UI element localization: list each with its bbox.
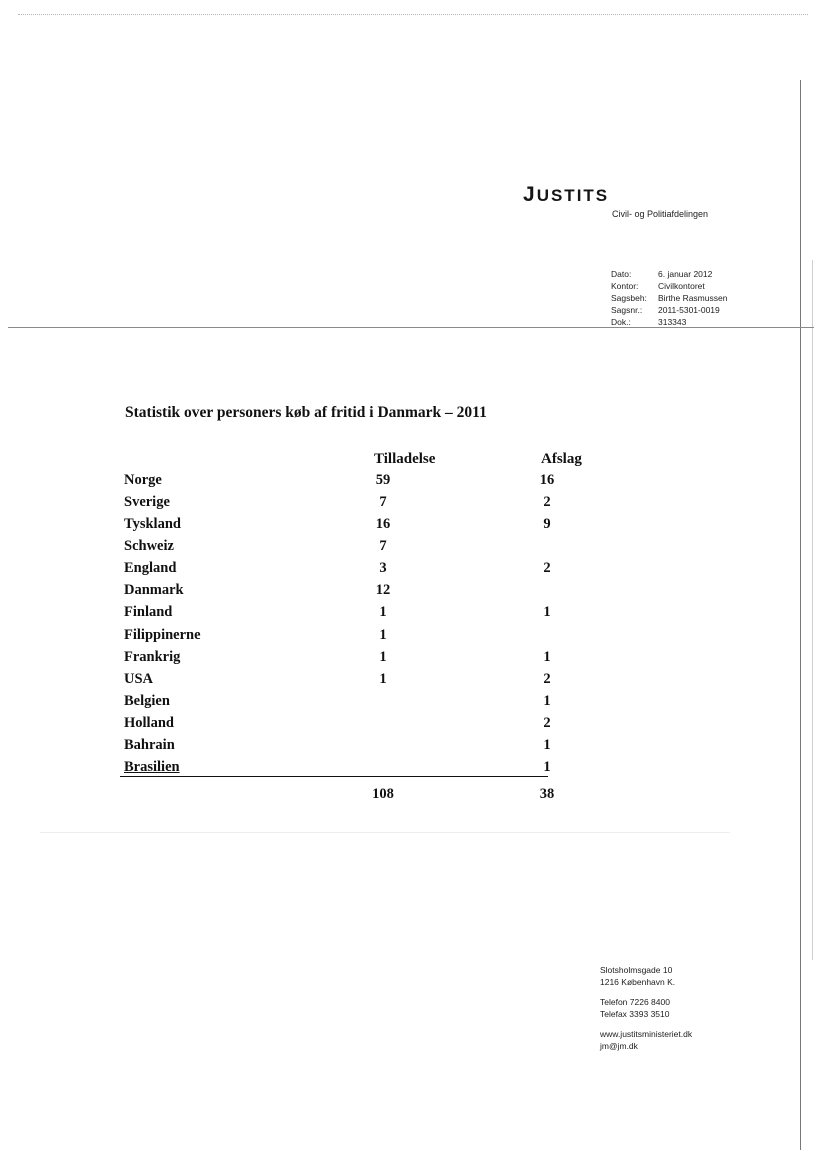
country-name: USA xyxy=(124,671,154,687)
permits-value: 59 xyxy=(375,472,391,488)
meta-value: 313343 xyxy=(658,317,687,327)
country-name: Brasilien xyxy=(124,759,180,775)
total-refusals: 38 xyxy=(539,786,555,802)
country-name: Belgien xyxy=(124,693,170,709)
meta-row-document xyxy=(611,316,727,328)
table-row xyxy=(120,715,580,737)
permits-value: 1 xyxy=(379,671,387,687)
country-name: Filippinerne xyxy=(124,627,201,643)
address-city: 1216 København K. xyxy=(600,976,676,987)
country-name: Schweiz xyxy=(124,538,174,554)
meta-label: Sagsnr.: xyxy=(611,305,643,315)
country-name: Norge xyxy=(124,472,162,488)
table-row xyxy=(120,604,580,626)
meta-value: 6. januar 2012 xyxy=(658,269,713,279)
permits-value: 1 xyxy=(379,627,387,643)
email-link[interactable]: jm@jm.dk xyxy=(600,1040,638,1051)
meta-label: Sagsbeh: xyxy=(611,293,647,303)
table-row xyxy=(120,649,580,671)
permits-value: 7 xyxy=(379,494,387,510)
meta-label: Dato: xyxy=(611,269,632,279)
permits-value: 1 xyxy=(379,649,387,665)
total-rule xyxy=(120,776,548,777)
country-name: Bahrain xyxy=(124,737,175,753)
meta-row-office xyxy=(611,280,727,292)
ministry-address xyxy=(600,965,692,1052)
refusals-value: 1 xyxy=(543,759,551,775)
refusals-value: 2 xyxy=(543,715,551,731)
fax-number: Telefax 3393 3510 xyxy=(600,1008,670,1019)
scan-artifact-right-edge-faint xyxy=(812,260,813,960)
meta-label: Dok.: xyxy=(611,317,631,327)
table-row xyxy=(120,538,580,560)
meta-value: Birthe Rasmussen xyxy=(658,293,728,303)
department-name: Civil- og Politiafdelingen xyxy=(612,209,709,219)
phone-number: Telefon 7226 8400 xyxy=(600,997,670,1007)
meta-label: Kontor: xyxy=(611,281,639,291)
permits-value: 12 xyxy=(375,582,391,598)
table-row xyxy=(120,494,580,516)
scan-artifact-faint-line xyxy=(40,832,730,833)
permits-value: 16 xyxy=(375,516,391,532)
refusals-value: 2 xyxy=(543,671,551,687)
permits-value: 1 xyxy=(379,604,387,620)
refusals-value: 9 xyxy=(543,516,551,532)
meta-row-date xyxy=(611,268,727,280)
total-permits: 108 xyxy=(372,786,394,802)
scan-artifact-right-edge xyxy=(800,80,801,1150)
table-row xyxy=(120,582,580,604)
country-name: Tyskland xyxy=(124,516,181,532)
table-row xyxy=(120,472,580,494)
column-header-permits: Tilladelse xyxy=(374,451,436,467)
document-title: Statistik over personers køb af fritid i Danmark – 2011 xyxy=(125,404,487,421)
table-row xyxy=(120,516,580,538)
meta-row-caseworker xyxy=(611,292,727,304)
country-name: Frankrig xyxy=(124,649,181,665)
country-name: Sverige xyxy=(124,494,170,510)
table-row xyxy=(120,671,580,693)
table-row xyxy=(120,737,580,759)
refusals-value: 1 xyxy=(543,737,551,753)
table-row xyxy=(120,627,580,649)
country-name: Danmark xyxy=(124,582,184,598)
address-street: Slotsholmsgade 10 xyxy=(600,965,673,975)
refusals-value: 16 xyxy=(539,472,555,488)
country-name: Finland xyxy=(124,604,173,620)
refusals-value: 1 xyxy=(543,649,551,665)
totals-row xyxy=(120,786,580,808)
refusals-value: 1 xyxy=(543,604,551,620)
table-row xyxy=(120,693,580,715)
refusals-value: 2 xyxy=(543,560,551,576)
logo-initial: J xyxy=(523,183,537,206)
website-link[interactable]: www.justitsministeriet.dk xyxy=(600,1029,693,1039)
ministry-logo xyxy=(523,183,609,207)
logo-word: USTITS xyxy=(536,186,610,205)
meta-row-case-number xyxy=(611,304,727,316)
permits-value: 3 xyxy=(379,560,387,576)
column-header-refusals: Afslag xyxy=(541,451,582,467)
country-name: Holland xyxy=(124,715,174,731)
meta-value: 2011-5301-0019 xyxy=(658,305,720,315)
refusals-value: 2 xyxy=(543,494,551,510)
scan-artifact-top xyxy=(18,14,808,19)
table-row xyxy=(120,759,580,781)
country-name: England xyxy=(124,560,177,576)
refusals-value: 1 xyxy=(543,693,551,709)
meta-value: Civilkontoret xyxy=(658,281,705,291)
table-row xyxy=(120,560,580,582)
permits-value: 7 xyxy=(379,538,387,554)
document-metadata xyxy=(611,268,727,328)
